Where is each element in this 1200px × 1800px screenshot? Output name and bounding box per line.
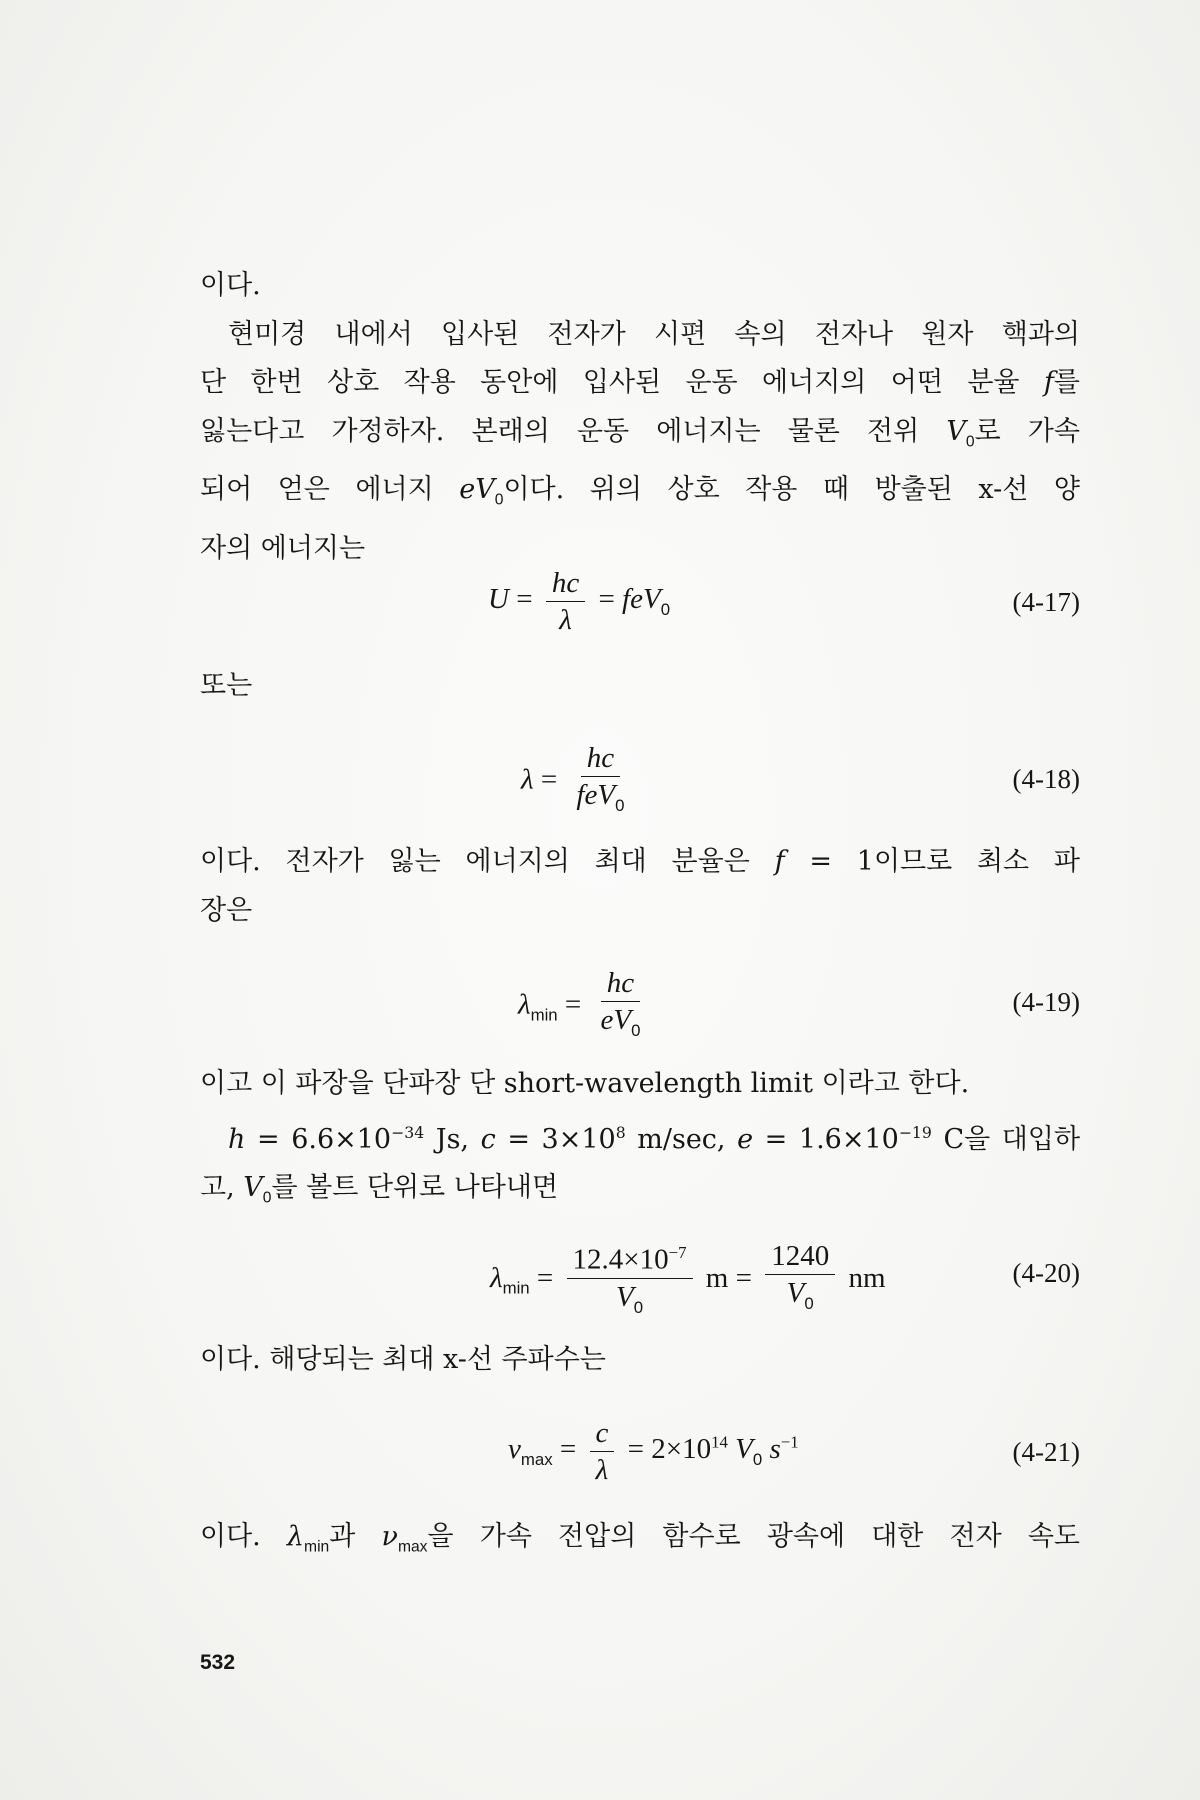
text-run: m/sec, [637, 1123, 726, 1155]
eq-text: 8 [615, 1122, 626, 1142]
eq-text: max [520, 1449, 553, 1469]
text-run: C을 대입하 [943, 1123, 1081, 1155]
text-line: 자의 에너지는 [200, 533, 366, 565]
page-number: 532 [200, 1651, 236, 1674]
eq-text: 1.6×10 [798, 1123, 899, 1155]
eq-text: 1240 [765, 1238, 835, 1275]
text-line: 이고 이 파장을 단파장 단 short-wavelength limit 이라고 한다. [200, 1068, 970, 1099]
paragraph-frequency [200, 1336, 1080, 1385]
equation-number: (4-19) [1012, 987, 1080, 1017]
eq-text: min [530, 1005, 558, 1025]
text-run: 을 가속 전압의 함수로 광속에 대한 전자 속도 [427, 1521, 1080, 1552]
eq-text: hc [551, 567, 580, 599]
eq-text: λ [559, 604, 572, 636]
text-line: $h = 6.6\times 10^{-34}$ Js, $c = 3\times 10^8$ m/sec, $e = 1.6\times 10^{-19}$ C을 대입하 [228, 1122, 1081, 1155]
text-run: 이므로 최소 파 [873, 846, 1080, 877]
eq-text: −19 [898, 1122, 932, 1142]
eq-text: −1 [780, 1432, 799, 1452]
eq-text: hc [606, 967, 635, 999]
equation-number: (4-20) [1012, 1258, 1080, 1288]
var-f: f [1043, 367, 1054, 398]
eq-text: min [502, 1278, 530, 1298]
equation-4-17: U = $\frac{hc}{\lambda}$ = feV$_0$ [488, 567, 671, 636]
text-run: 로 가속 [974, 415, 1080, 447]
equation-number: (4-18) [1012, 764, 1080, 794]
equation-4-21: $\nu_{max}$ = $\frac{c}{\lambda}$ = $2\times 10^{14}$ $V_0$ $s^{-1}$ [508, 1417, 799, 1486]
equation-number: (4-17) [1012, 587, 1080, 617]
paragraph-max-fraction [200, 838, 1080, 935]
equation-4-18: λ = $\frac{hc}{feV_0}$ [521, 742, 625, 815]
text-run: 이다. [200, 1521, 261, 1552]
text-run: 를 볼트 단위로 나타내면 [271, 1172, 559, 1203]
text-line [200, 466, 1080, 525]
text-line: 이다. $\lambda_{min}$과 $\nu_{max}$을 가속 전압의 함수로 광속에 대한 전자 속도 [200, 1521, 1080, 1556]
equation-number: (4-21) [1012, 1437, 1080, 1467]
eq-text: λ [286, 1521, 305, 1552]
eq-text: λ [518, 988, 531, 1021]
eq-text: min [304, 1538, 330, 1556]
text-line: 현미경 내에서 입사된 전자가 시편 속의 전자나 원자 핵과의 [228, 318, 1080, 350]
text-line: 고, $V_0$를 볼트 단위로 나타내면 [200, 1172, 559, 1207]
text-run: 이다. 위의 상호 작용 때 방출된 x-선 양 [503, 474, 1080, 506]
eq-text: −7 [668, 1243, 687, 1262]
eq-text: m [705, 1261, 729, 1294]
text-run: 이다. 전자가 잃는 에너지의 최대 분율은 [200, 846, 750, 877]
var-eV0: $eV_0$ [459, 474, 504, 509]
text-line: 이다. 해당되는 최대 x-선 주파수는 [200, 1344, 606, 1375]
eq-text: λ [490, 1261, 503, 1294]
paragraph-short-wavelength [200, 1060, 1080, 1223]
paragraph-final [200, 1513, 1080, 1572]
paragraph-intro [200, 262, 1080, 574]
eq-text: 1 [856, 846, 874, 877]
text-run: 단 한번 상호 작용 동안에 입사된 운동 에너지의 어떤 분율 [200, 367, 1020, 398]
eq-text: hc [586, 742, 615, 774]
text-line [200, 408, 1080, 467]
text-run: 고, [200, 1172, 235, 1203]
paragraph-or [200, 662, 1080, 711]
eq-text: 6.6×10 [291, 1123, 392, 1155]
text-run: 과 [329, 1521, 356, 1552]
eq-text: 2×10 [651, 1433, 712, 1466]
text-run: 를 [1053, 367, 1080, 398]
equation-4-20: $\lambda_{min}$ = $\frac{12.4\times 10^{-7}}{V_0}$ m = $\frac{1240}{V_0}$ nm [490, 1235, 886, 1325]
eq-text: −34 [391, 1122, 425, 1142]
text-line: 이다. 전자가 잃는 에너지의 최대 분율은 f = 1이므로 최소 파 [200, 846, 1080, 877]
eq-text: λ [595, 1454, 609, 1486]
eq-text: max [397, 1538, 428, 1556]
eq-text: 12.4×10 [572, 1243, 669, 1276]
eq-text: nm [848, 1261, 886, 1294]
text-run: Js, [435, 1123, 470, 1155]
eq-text: c [595, 1417, 609, 1449]
text-run: 되어 얻은 에너지 [200, 474, 434, 506]
equation-4-19: $\lambda_{min}$ = $\frac{hc}{eV_0}$ [518, 967, 641, 1040]
text-run: 잃는다고 가정하자. 본래의 운동 에너지는 물론 전위 [200, 415, 920, 447]
eq-text: λ [521, 763, 534, 796]
var-V0: $V_0$ [946, 415, 975, 450]
text-line [200, 359, 1080, 408]
eq-text: 3×10 [541, 1123, 616, 1155]
text-line: 또는 [200, 670, 253, 701]
text-line: 이다. [200, 270, 261, 301]
eq-text: 14 [711, 1432, 728, 1452]
text-line: 장은 [200, 894, 253, 926]
